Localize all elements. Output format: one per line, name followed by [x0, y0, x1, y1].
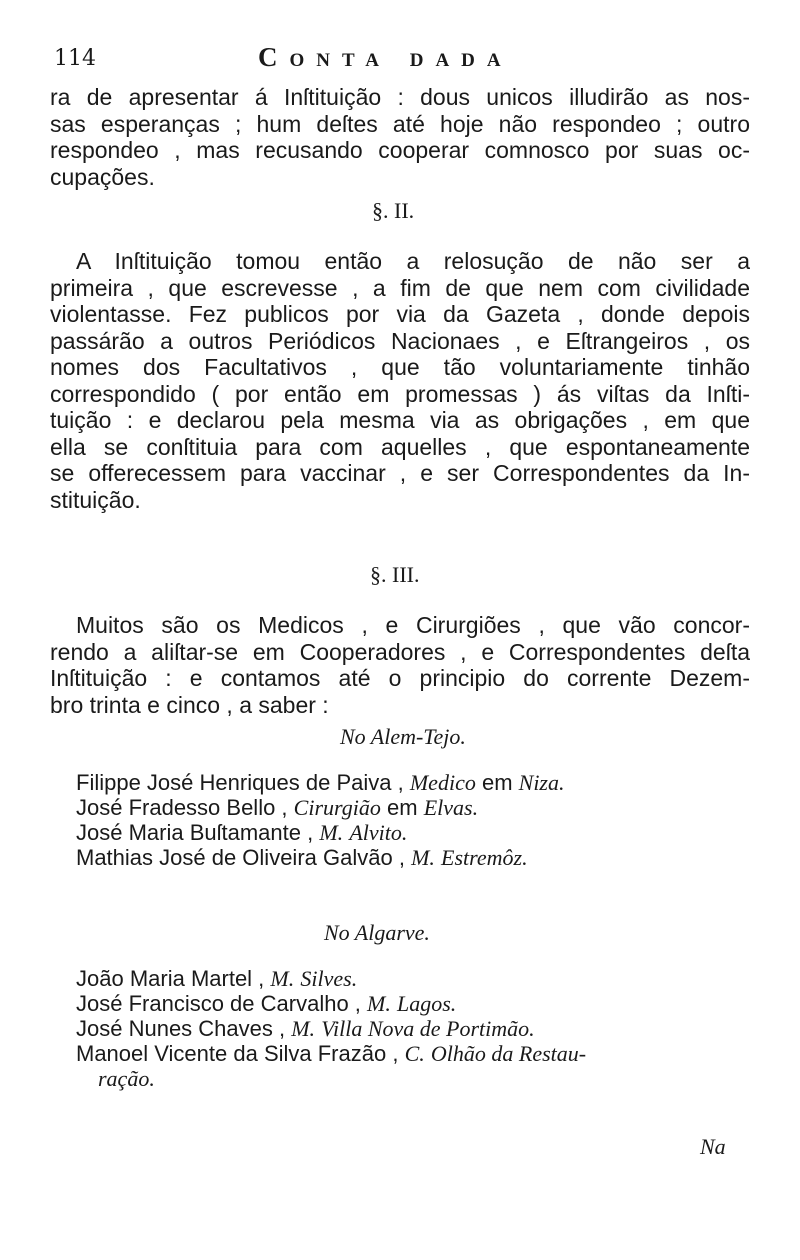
region-heading-alentejo: No Alem-Tejo.: [340, 724, 466, 749]
list-item: [76, 795, 565, 820]
section-mark-3: §. III.: [370, 562, 420, 587]
text-line: primeira , que escrevesse , a fim de que nem com civilidade: [50, 274, 750, 301]
practitioner-place: Lagos.: [396, 991, 457, 1016]
text-line: passárão a outros Periódicos Nacionaes , e Eſtrangeiros , os: [50, 327, 750, 354]
practitioner-place: Elvas.: [423, 795, 479, 820]
practitioner-role: C.: [404, 1041, 425, 1066]
text-line: A Inſtituição tomou então a relosução de não ser a: [76, 248, 750, 274]
text-line: stituição.: [50, 486, 141, 513]
list-item: [76, 966, 586, 991]
text-line: nomes dos Facultativos , que tão voluntariamente tinhão: [50, 354, 750, 380]
practitioner-name: José Maria Buſtamante ,: [76, 820, 314, 845]
catchword: Na: [700, 1134, 726, 1159]
roster-algarve: [76, 966, 586, 1091]
text-line: rendo a aliſtar-se em Cooperadores , e Correspondentes deſta: [50, 638, 750, 665]
practitioner-role: Medico: [409, 770, 476, 795]
list-item: [76, 991, 586, 1016]
body-text: [50, 84, 750, 190]
text-line: ra de apresentar á Inſtituição : dous unicos illudirão as nos-: [50, 84, 750, 110]
text-line: se offerecessem para vaccinar , e ser Correspondentes da In-: [50, 460, 750, 486]
practitioner-role: M.: [367, 991, 391, 1016]
connector: em: [387, 795, 418, 820]
connector: em: [481, 770, 513, 795]
section-3-text: [50, 612, 750, 718]
roster-alentejo: [76, 770, 565, 870]
text-line: Muitos são os Medicos , e Cirurgiões , que vão concor-: [76, 612, 750, 638]
running-head: Conta dada: [258, 42, 513, 72]
practitioner-place: Olhão da Restau-: [430, 1041, 587, 1066]
text-line: violentasse. Fez publicos por via da Gazeta , donde depois: [50, 301, 750, 327]
practitioner-role: Cirurgião: [293, 795, 381, 820]
practitioner-role: M.: [270, 966, 295, 991]
list-item: [76, 1016, 586, 1041]
practitioner-name: José Fradesso Bello ,: [76, 795, 288, 820]
text-line: Inſtituição : e contamos até o principio do corrente Dezem-: [50, 665, 750, 691]
text-line: bro trinta e cinco , a saber :: [50, 691, 329, 718]
list-item: [76, 845, 565, 870]
practitioner-role: M.: [291, 1016, 316, 1041]
text-line: sas esperanças ; hum deſtes até hoje não respondeo ; outro: [50, 110, 750, 137]
practitioner-name: Filippe José Henriques de Paiva ,: [76, 770, 404, 795]
practitioner-place: Niza.: [518, 770, 565, 795]
practitioner-name: José Nunes Chaves ,: [76, 1016, 286, 1041]
practitioner-role: M.: [319, 820, 344, 845]
practitioner-place: Estremôz.: [441, 845, 528, 870]
practitioner-place: Silves.: [300, 966, 358, 991]
practitioner-name: Manoel Vicente da Silva Frazão ,: [76, 1041, 399, 1066]
practitioner-role: M.: [411, 845, 435, 870]
text-line: cupações.: [50, 163, 155, 190]
page-number: 114: [54, 46, 96, 71]
text-line: respondeo , mas recusando cooperar comnosco por suas oc-: [50, 137, 750, 163]
practitioner-place: Alvito.: [349, 820, 408, 845]
list-item: [76, 820, 565, 845]
list-item: [76, 770, 565, 795]
text-line: correspondido ( por então em promessas ) ás viſtas da Inſti-: [50, 380, 750, 407]
place-continuation: ração.: [98, 1066, 155, 1091]
page-header: [50, 38, 750, 74]
list-item: [76, 1041, 586, 1066]
practitioner-name: Mathias José de Oliveira Galvão ,: [76, 845, 405, 870]
region-heading-algarve: No Algarve.: [324, 920, 430, 945]
section-mark-2: §. II.: [372, 198, 415, 223]
practitioner-name: João Maria Martel ,: [76, 966, 265, 991]
text-line: ella se conſtituia para com aquelles , que espontaneamente: [50, 433, 750, 460]
text-line: tuição : e declarou pela mesma via as obrigações , em que: [50, 407, 750, 433]
practitioner-place: Villa Nova de Portimão.: [321, 1016, 535, 1041]
section-2-text: [50, 248, 750, 513]
practitioner-name: José Francisco de Carvalho ,: [76, 991, 361, 1016]
